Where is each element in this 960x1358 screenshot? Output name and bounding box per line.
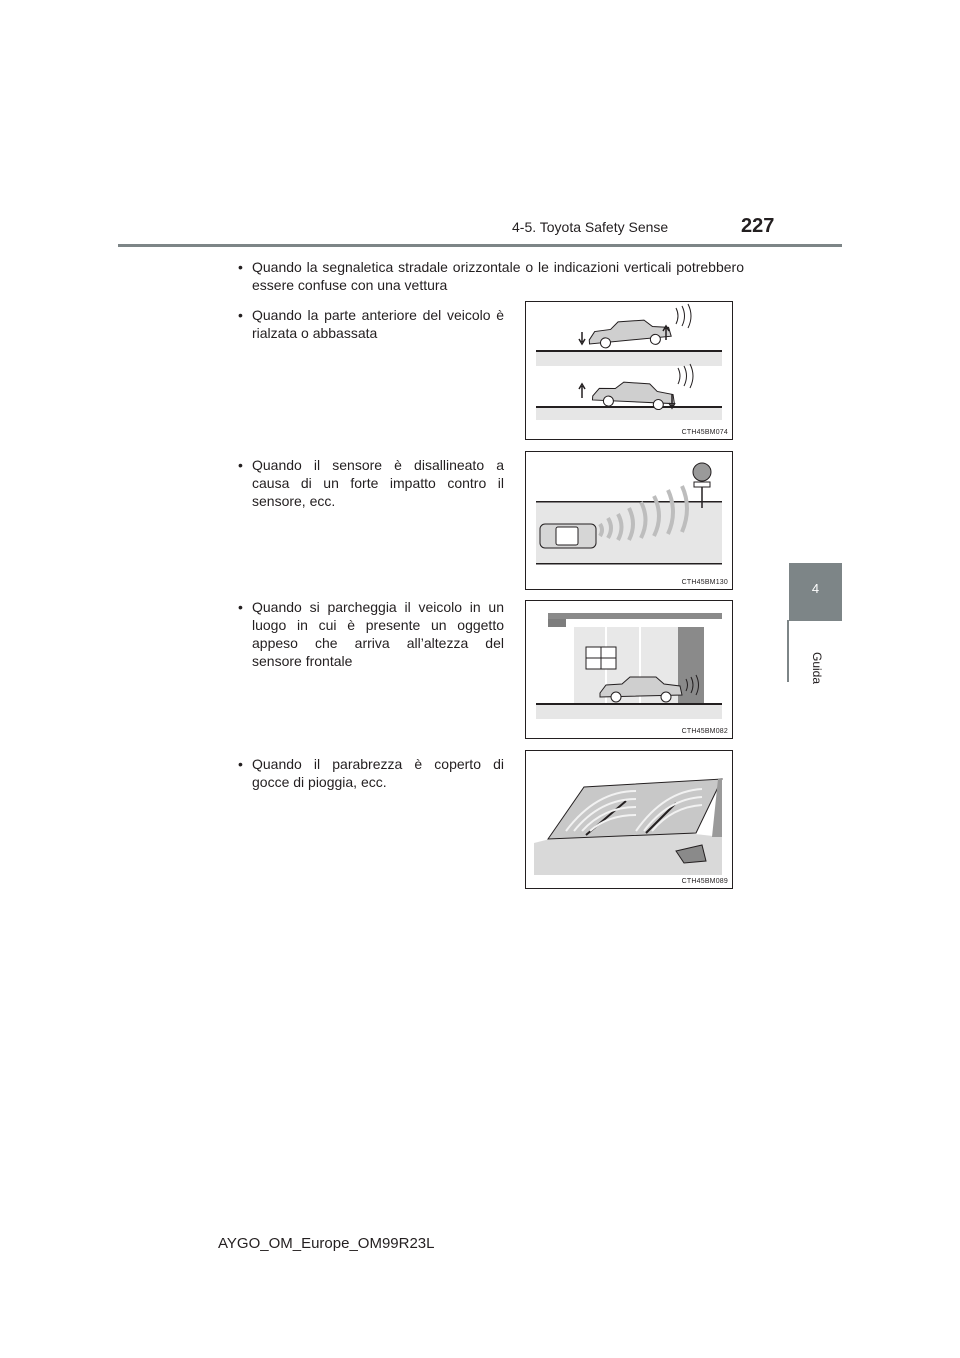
bullet-marker: • — [238, 457, 243, 473]
section-title: 4-5. Toyota Safety Sense — [512, 219, 669, 235]
sensor-misaligned-drawing — [526, 452, 732, 589]
figure-code: CTH45BM074 — [681, 429, 728, 436]
figure-code: CTH45BM082 — [681, 728, 728, 735]
bullet-text: Quando si parcheggia il veicolo in un luogo in cui è presente un oggetto appeso che arriva all’altezza del sensore frontale — [252, 599, 504, 669]
bullet-marker: • — [238, 259, 243, 275]
list-item — [238, 258, 744, 294]
bullet-text: Quando la segnaletica stradale orizzontale o le indicazioni verticali potrebbero essere confuse con una vettura — [252, 259, 744, 293]
list-item — [238, 598, 504, 670]
bullet-text: Quando il parabrezza è coperto di gocce di pioggia, ecc. — [252, 756, 504, 790]
chapter-tab[interactable] — [789, 563, 842, 621]
chapter-number: 4 — [811, 581, 820, 596]
illustration-hanging-object — [525, 600, 733, 739]
list-item — [238, 755, 504, 791]
illustration-vehicle-pitch — [525, 301, 733, 440]
bullet-marker: • — [238, 307, 243, 323]
chapter-tab-rule — [787, 620, 789, 682]
chapter-label: Guida — [810, 651, 824, 685]
bullet-text: Quando il sensore è disallineato a causa di un forte impatto contro il sensore, ecc. — [252, 457, 504, 509]
header-divider — [118, 244, 842, 247]
bullet-text: Quando la parte anteriore del veicolo è rialzata o abbassata — [252, 307, 504, 341]
illustration-windshield-rain — [525, 750, 733, 889]
bullet-marker: • — [238, 599, 243, 615]
vehicle-pitch-drawing — [526, 302, 732, 439]
document-id: AYGO_OM_Europe_OM99R23L — [218, 1235, 435, 1252]
list-item — [238, 456, 504, 510]
figure-code: CTH45BM089 — [681, 878, 728, 885]
windshield-rain-drawing — [526, 751, 732, 888]
illustration-sensor-misaligned — [525, 451, 733, 590]
hanging-object-drawing — [526, 601, 732, 738]
list-item — [238, 306, 504, 342]
figure-code: CTH45BM130 — [681, 579, 728, 586]
bullet-marker: • — [238, 756, 243, 772]
page-number: 227 — [741, 215, 775, 237]
